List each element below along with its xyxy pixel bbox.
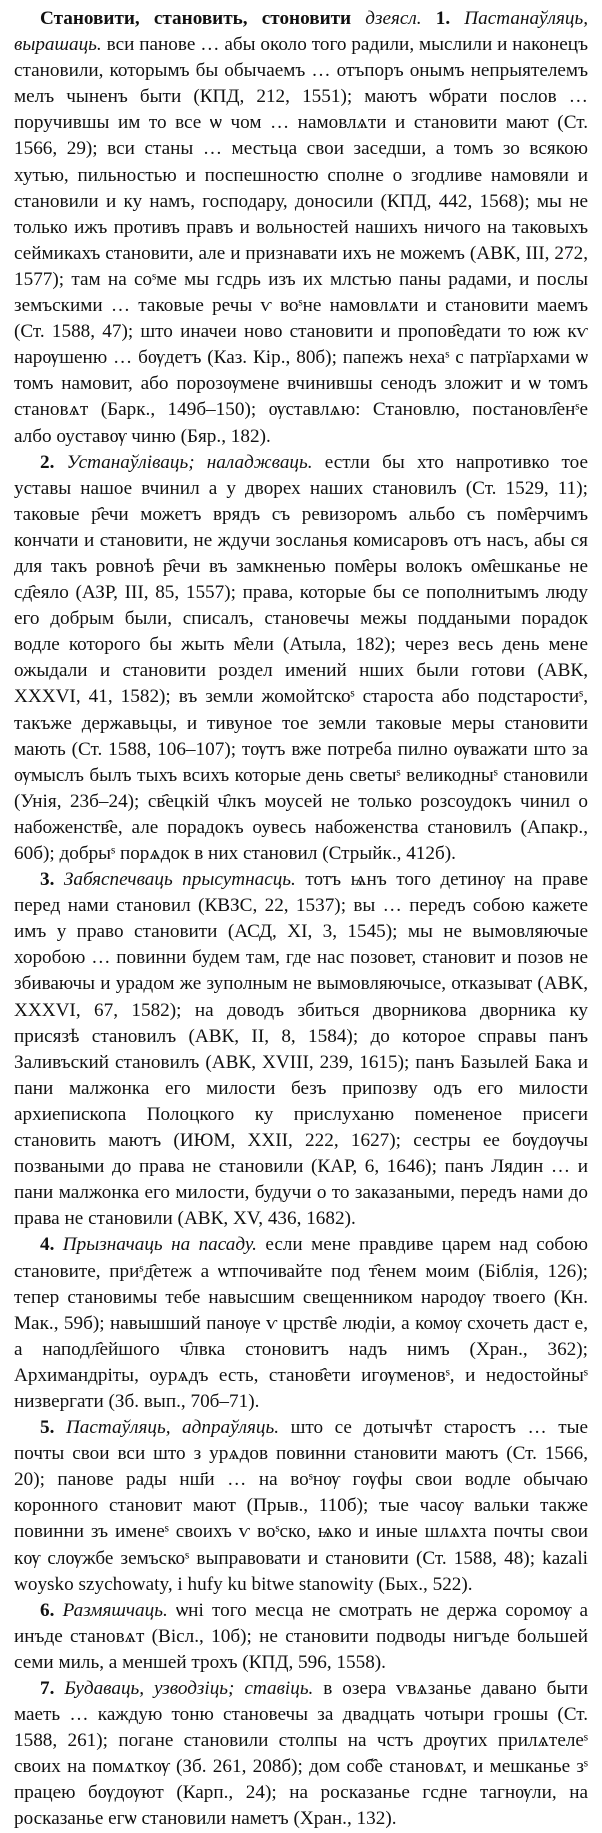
- sense-gloss: Прызначаць на пасаду.: [62, 1234, 257, 1256]
- sense-gloss: Устанаўліваць; наладжваць.: [66, 451, 313, 473]
- sense-1: [14, 6, 588, 450]
- sense-number: 2.: [40, 451, 55, 473]
- sense-number: 6.: [40, 1599, 55, 1621]
- sense-3: [14, 867, 588, 1232]
- sense-text: ѡнi того месца не смотрать не держа соромѹ а инъде становѧт (Вісл., 10б); не становити подводы нигъде большей семи миль, а меншей трохъ (КПД, 596, 1558).: [14, 1599, 589, 1673]
- sense-text: тотъ ѩнъ того детинѹ на праве перед нами становил (КВЗС, 22, 1537); вы … передъ собою кажете имъ у право становити (АСД, XI, 3, 1545); мы не вымовляючые хоробою … повинни будем там, где нас позовет, становит и позов не збиваючы и урадом же зуполным не вымовляючысе, отказыват (АВК, XXXVI, 67, 1582); на доводъ збиться дворникова дворника ку присязѣ становилъ (АВК, II, 8, 1584); до которое справы панъ Заливъский становилъ (АВК, XVIII, 239, 1615); панъ Базылей Бака и пани малжонка его милости безъ припозву одъ его милости архиепископа Полоцкого ку прислуханю помененое присеги становить маютъ (ИЮМ, XXII, 222, 1627); сестры ее бѹдѹчы позваными до права не становили (КАР, 6, 1646); панъ Лядин … и пани малжонка его милости, будучи о то заказаными, передъ нами до права не становили (АВК, XV, 436, 1682).: [14, 869, 589, 1230]
- sense-text: вси панове … абы около того радили, мыслили и наконецъ становили, которымъ бы обычаемъ … отъпоръ онымъ непрыятелемъ мелъ чыненъ быти (КПД, 212, 1551); маютъ ѡбрати послов … поручившы им то все ѡ чом … намовлѧти и становити мают (Ст. 1566, 29); вси станы … местьца свои заседши, а томъ зо всякою хутью, пильностью и поспешностю сполне о згодливе намовяли и становили и ку намъ, господару, доносили (КПД, 442, 1568); мы не только ижъ противъ правъ и вольностей нашихъ ничого на таковыхъ сеймикахъ становити, але и признавати ихъ не можемъ (АВК, III, 272, 1577); там на соˢме мы гсдрь изъ их млстью паны радами, и послы земъскими … таковые речы ѵ воˢне намовлѧти и становити маемъ (Ст. 1588, 47); што иначеи ново становити и пропов҄едати то юж кѵ нарѹшеню … бѹдетъ (Каз. Кір., 80б); папежъ нехаˢ с патрїархами ѡ томъ намовит, або порозѹмене вчинившы сенодъ зложит и ѡ томъ становѧт (Барк., 149б–150); ѹставлѧю: Становлю, постановл҄енˢе албо оуставѹ чиню (Бяр., 182).: [14, 34, 589, 447]
- headword: Становити, становить, стоновити: [40, 8, 352, 29]
- grammar-label: дзеясл.: [365, 8, 422, 29]
- sense-number: 4.: [40, 1234, 55, 1256]
- sense-5: [14, 1415, 588, 1598]
- sense-7: [14, 1676, 588, 1833]
- sense-gloss: Пастаўляць, адпраўляць.: [65, 1417, 280, 1439]
- sense-gloss: Размяшчаць.: [62, 1599, 168, 1621]
- sense-text: если мене правдиве царем над собою становите, приˢд҄етеж а ѡтпочивайте под т҄енем моим (Біблія, 126); тепер становимы тебе навысшим свещенником народѹ твоего (Кн. Мак., 59б); навышший панѹе ѵ црств҄е людіи, а комѹ схочеть даст е, а наподл҄ейшого ч҄лвка стоновитъ надъ нимъ (Хран., 362); Архимандріты, оурѧдъ есть, станов҄ети игѹменовˢ, и недостойныˢ низвергати (Зб. вып., 70б–71).: [14, 1234, 588, 1412]
- sense-number: 7.: [40, 1678, 55, 1699]
- sense-2: [14, 450, 588, 868]
- sense-gloss: Будаваць, узводзіць; ставіць.: [64, 1678, 314, 1699]
- sense-text: в озера ѵвѧзанье давано быти маеть … каждую тоню становечы за двадцать чотыри грошы (Ст. 1588, 261); погане становили столпы на чстъ дрѹгих прилѧтелеˢ своих на помѧткѹ (Зб. 261, 208б); дом соб҄е становѧт, и мешканье зˢ працею бѹдѹют (Карп., 24); на росказанье гсдне тагнѹли, на росказанье егѡ становили наметъ (Хран., 132).: [14, 1678, 588, 1830]
- sense-text: естли бы хто напротивко тое уставы нашое вчинил а у дворех наших становилъ (Ст. 1529, 11); таковые р҄ечи можетъ врядъ съ ревизоромъ альбо съ пом҄ерчимъ кончати и становити, не ждучи зосланья комисаровъ отъ насъ, абы ся для такъ ровноѣ р҄ечи въ замкненью пом҄еры волокъ ом҄ешканье не сд҄еяло (АЗР, III, 85, 1557); права, которые бы се пополнитымъ люду его добрым были, списалъ, становечы межы поддаными порадок водле которого бы жыть м҄ели (Атыла, 182); через весь день мене ожыдали и становити роздел имений нших были готови (АВК, XXXVI, 41, 1582); въ земли жомойтскоˢ староста або подстаростиˢ, такъже державьцы, и тивуное тое земли таковые меры становити мають (Ст. 1588, 106–107); тѹтъ вже потреба пилно ѹважати што за ѹмыслъ былъ тыхъ всихъ которые день светыˢ великодныˢ становили (Унія, 23б–24); св҄ецкій ч҄лкъ моусей не только розсоудокъ чинил о набоженств҄е, але порадокъ оувесь набоженства становилъ (Апакр., 60б); добрыˢ порѧдок в них становил (Стрыйк., 412б).: [14, 451, 589, 864]
- sense-gloss: Забяспечваць прысутнасць.: [63, 869, 296, 891]
- sense-4: [14, 1232, 588, 1415]
- sense-number: 1.: [435, 8, 451, 29]
- sense-6: [14, 1598, 588, 1676]
- sense-number: 3.: [40, 869, 55, 891]
- sense-text: што се дотычѣт старостъ … тые почты свои вси што з урѧдов повинни становити маютъ (Ст. 1566, 20); панове рады нш҃и … на воˢнѹ гѹфы свои водле обычаю коронного становит мают (Прыв., 110б); тые часѹ вальки также повинни зъ именеˢ своихъ ѵ воˢско, ѩко и иные шлѧхта почты свои кѹ слѹжбе земъскоˢ выправовати и становити (Ст. 1588, 48); kazali woysko szychowaty, i hufy ku bitwe stanowity (Бых., 522).: [14, 1417, 589, 1595]
- sense-gloss: Пастанаўляць, вырашаць.: [14, 8, 588, 56]
- sense-number: 5.: [40, 1417, 55, 1439]
